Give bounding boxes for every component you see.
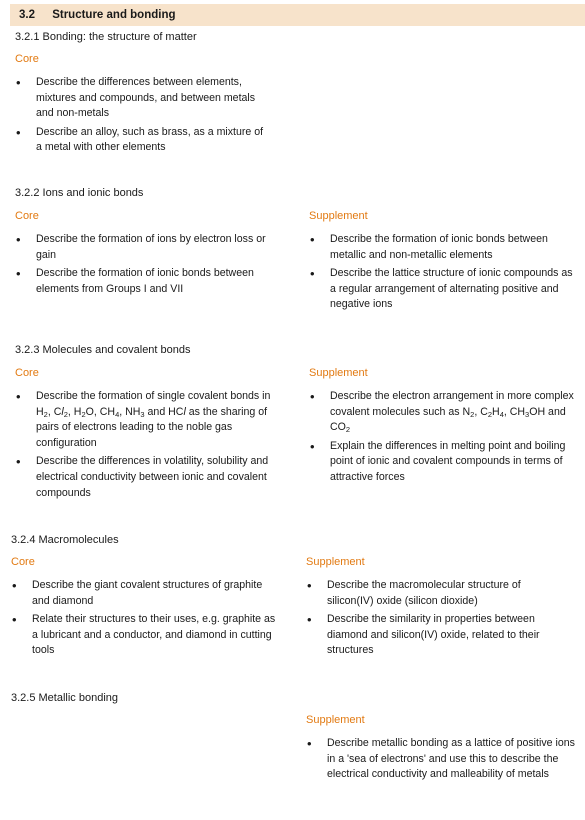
list-item: • Describe the macromolecular structure of silicon(IV) oxide (silicon dioxide) <box>306 578 566 609</box>
subsection-title-3-2-4: 3.2.4 Macromolecules <box>11 534 119 546</box>
subsection-title-3-2-3: 3.2.3 Molecules and covalent bonds <box>15 344 191 356</box>
list-item: • Describe the formation of ionic bonds between metallic and non-metallic elements <box>309 232 579 263</box>
section-header <box>10 4 585 26</box>
list-item: • Describe the lattice structure of ionic compounds as a regular arrangement of alternating positive and negative ions <box>309 266 579 313</box>
core-label: Core <box>15 367 39 379</box>
list-item: • Describe the formation of ions by electron loss or gain <box>15 232 270 263</box>
supplement-list-3-2-4 <box>306 578 566 662</box>
subsection-title-3-2-5: 3.2.5 Metallic bonding <box>11 692 119 704</box>
list-item-complex-molecules: • Describe the electron arrangement in more complex covalent molecules such as $N_2$, $C_2H_4$, $CH_3OH$ and $CO_2$ <box>309 389 579 436</box>
core-label: Core <box>15 53 39 65</box>
list-item: • Describe the formation of ionic bonds between elements from Groups I and VII <box>15 266 270 297</box>
core-list-3-2-3 <box>15 389 280 504</box>
list-item: • Relate their structures to their uses, e.g. graphite as a lubricant and a conductor, and diamond in cutting tools <box>11 612 279 659</box>
list-item: • Describe the differences between elements, mixtures and compounds, and between metals and non-metals <box>15 75 270 122</box>
supplement-label: Supplement <box>306 714 365 726</box>
list-item: • Describe the similarity in properties between diamond and silicon(IV) oxide, related to their structures <box>306 612 566 659</box>
core-label: Core <box>15 210 39 222</box>
core-list-3-2-4 <box>11 578 279 662</box>
subsection-title-3-2-1: 3.2.1 Bonding: the structure of matter <box>15 31 197 43</box>
list-item: • Describe the differences in volatility, solubility and electrical conductivity between ionic and covalent compounds <box>15 454 280 501</box>
list-item: • Describe metallic bonding as a lattice of positive ions in a 'sea of electrons' and use this to describe the electrical conductivity and malleability of metals <box>306 736 581 783</box>
list-item-covalent-formulas: • Describe the formation of single covalent bonds in $H_2$, $Cl_2$, $H_2O$, $CH_4$, $NH_3$ and HCl as the sharing of pairs of electrons leading to the noble gas configuration <box>15 389 280 451</box>
supplement-list-3-2-3 <box>309 389 579 489</box>
section-title: Structure and bonding <box>52 9 176 21</box>
subsection-title-3-2-2: 3.2.2 Ions and ionic bonds <box>15 187 144 199</box>
list-item: • Explain the differences in melting point and boiling point of ionic and covalent compounds in terms of attractive forces <box>309 439 579 486</box>
supplement-list-3-2-5 <box>306 736 581 786</box>
supplement-list-3-2-2 <box>309 232 579 316</box>
section-number: 3.2 <box>19 9 35 21</box>
list-item: • Describe an alloy, such as brass, as a mixture of a metal with other elements <box>15 125 270 156</box>
supplement-label: Supplement <box>309 210 368 222</box>
supplement-label: Supplement <box>306 556 365 568</box>
core-label: Core <box>11 556 35 568</box>
core-list-3-2-1 <box>15 75 270 159</box>
core-list-3-2-2 <box>15 232 270 300</box>
list-item: • Describe the giant covalent structures of graphite and diamond <box>11 578 279 609</box>
supplement-label: Supplement <box>309 367 368 379</box>
